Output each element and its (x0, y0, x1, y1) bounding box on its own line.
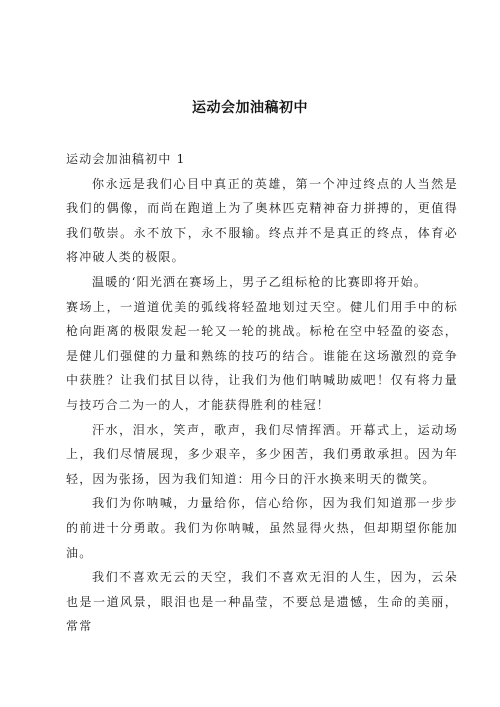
paragraph: 我们不喜欢无云的天空，我们不喜欢无泪的人生，因为，云朵也是一道风景，眼泪也是一种晶莹，不要总是遗憾，生命的美丽，常常 (66, 570, 458, 634)
document-title: 运动会加油稿初中 (192, 100, 308, 116)
paragraph: 汗水，泪水，笑声，歌声，我们尽情挥洒。开幕式上，运动场上，我们尽情展现，多少艰辛，多少困苦，我们勇敢承担。因为年轻，因为张扬，因为我们知道：用今日的汗水换来明天的微笑。 (66, 422, 458, 486)
section-heading: 运动会加油稿初中 1 (66, 152, 186, 166)
paragraph: 赛场上，一道道优美的弧线将轻盈地划过天空。健儿们用手中的标枪向距离的极限发起一轮又一轮的挑战。标枪在空中轻盈的姿态，是健儿们强健的力量和熟练的技巧的结合。谁能在这场激烈的竞争中获胜？让我们拭目以待，让我们为他们呐喊助威吧！仅有将力量与技巧合二为一的人，才能获得胜利的桂冠！ (66, 299, 458, 412)
paragraph: 你永远是我们心目中真正的英雄，第一个冲过终点的人当然是我们的偶像，而尚在跑道上为了奥林匹克精神奋力拼搏的，更值得我们敬崇。永不放下，永不服输。终点并不是真正的终点，体育必将冲破人类的极限。 (66, 176, 458, 265)
paragraph: 温暖的‘阳光洒在赛场上，男子乙组标枪的比赛即将开始。 (92, 274, 428, 289)
paragraph: 我们为你呐喊，力量给你，信心给你，因为我们知道那一步步的前进十分勇敢。我们为你呐喊，虽然显得火热，但却期望你能加油。 (66, 496, 458, 560)
document-body (66, 147, 458, 639)
